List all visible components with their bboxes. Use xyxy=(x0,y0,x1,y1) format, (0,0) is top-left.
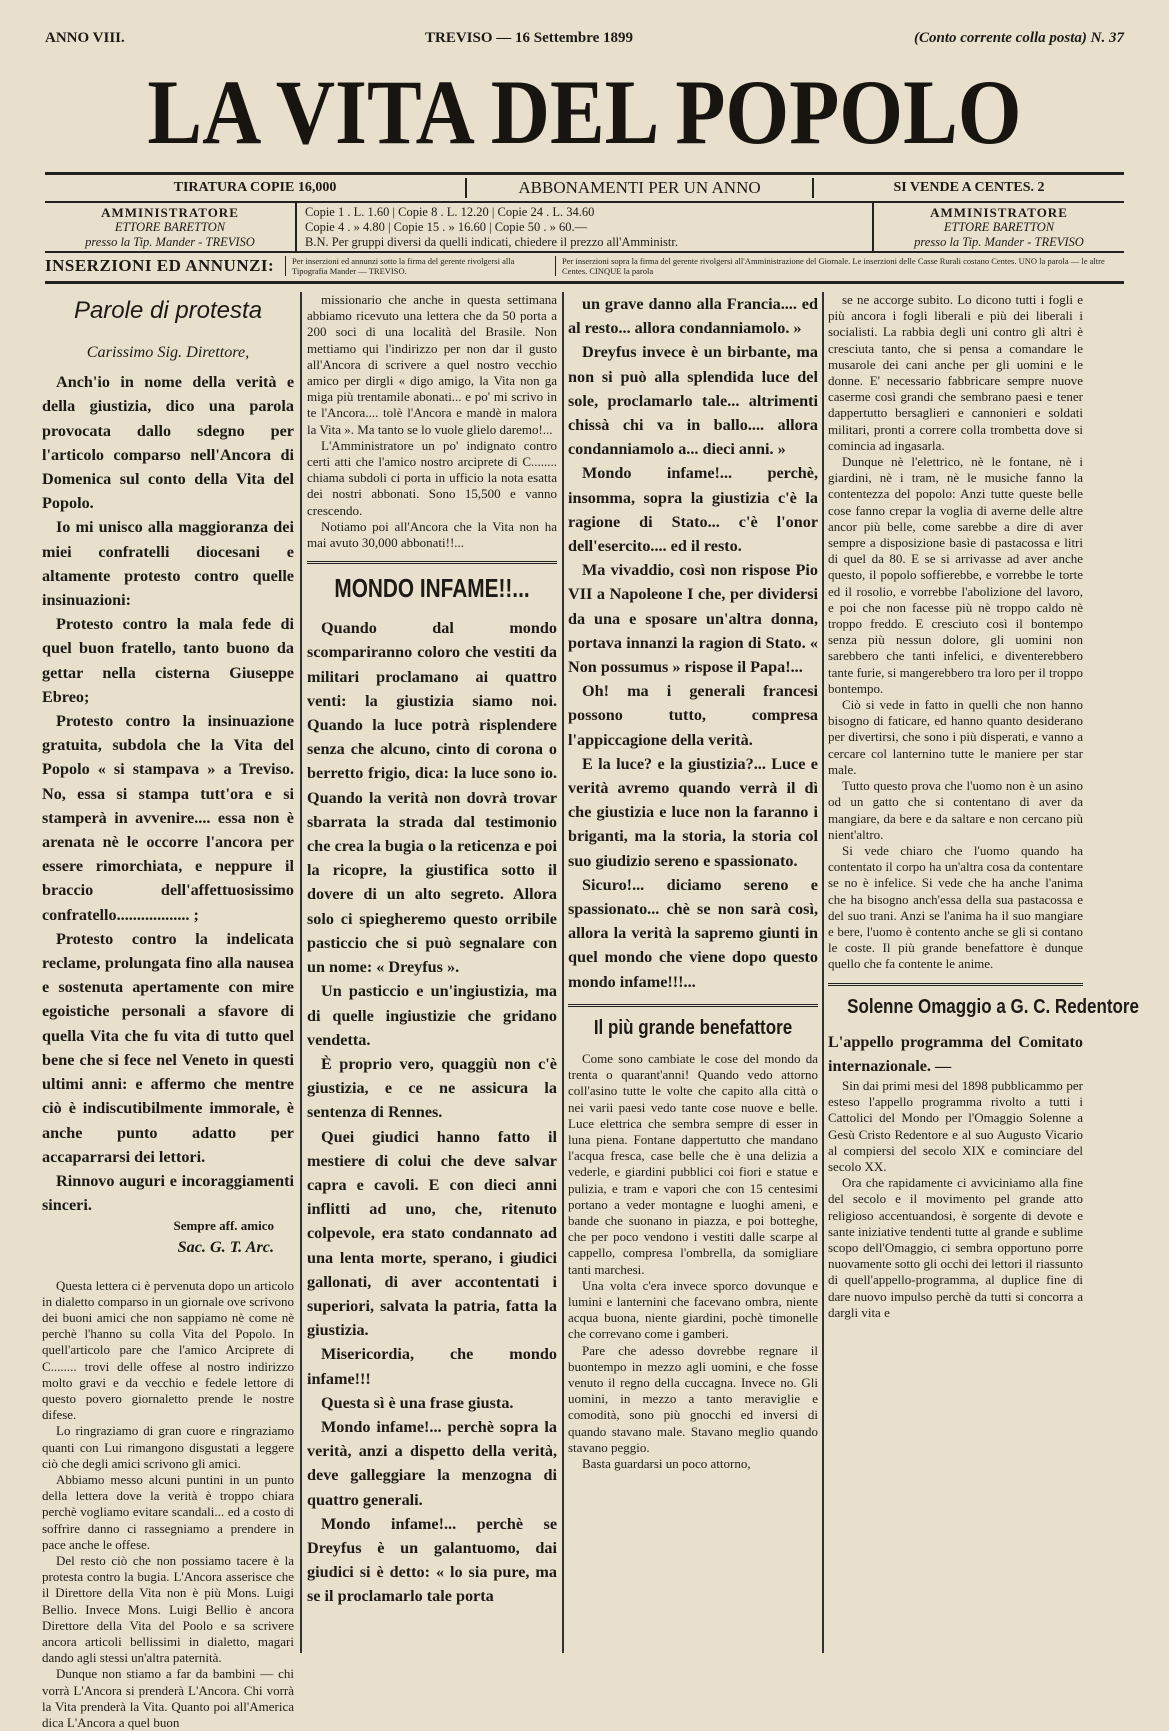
paragraph: Come sono cambiate le cose del mondo da trenta o quarant'anni! Quando vedo attorno coll'asino tutte le volte che capito alla città o nei varii paesi vedo tante cose nuove e belle. Luce elettrica che sembra sempre di esser in luna piena. Fontane dappertutto che mandano l'acqua fresca, case belle che è una delizia a vederle, e giardini pubblici coi fiori e statue e pulizia, e tram e vapori che con 15 centesimi portano a veder montagne e luoghi ameni, e bande che suonano in piazza, e poi botteghe, che per poco vendono i vestiti dalle scarpe al cappello, compresa l'ombrella, da somigliare tanti marchesi. xyxy=(568,1050,818,1277)
column-divider xyxy=(300,292,302,1653)
price-line: Copie 1 . L. 1.60 | Copie 8 . L. 12.20 | Copie 24 . L. 34.60 xyxy=(305,205,595,219)
admin-address: presso la Tip. Mander - TREVISO xyxy=(914,235,1084,249)
paragraph: Mondo infame!... perchè se Dreyfus è un galantuomo, dai giudici si è detto: « lo sia pure, ma se il proclamarlo tale porta xyxy=(307,1514,557,1606)
paragraph: Questa lettera ci è pervenuta dopo un articolo in dialetto comparso in un giornale ove scrivono dei buoni amici che non sappiamo nè come nè perchè l'hanno su colla Vita del Popolo. In quell'articolo pare che l'amico Arciprete di C........ trovi delle offese al nostro indirizzo molto gravi e da vecchio e fedele lettore di questo povero giornaletto prende le nostre difese. xyxy=(42,1277,294,1423)
column-2 xyxy=(307,292,557,1653)
info-box xyxy=(45,172,1124,284)
admin-name: ETTORE BARETTON xyxy=(114,220,226,234)
paragraph: Quando dal mondo scompariranno coloro che vestiti da militari proclamano ai quattro venti: la giustizia siamo noi. Quando la luce potrà risplendere senza che alcuno, cinto di corona o berretto frigio, dica: la luce sono io. Quando la verità non dovrà trovar sbarrata la strada dal testimonio che crea la bugia o la reticenza e poi la ricopre, la giustifica sotto il dovere di un alto segreto. Allora solo ci spiegheremo questo orribile pasticcio che si può segnalare con un nome: « Dreyfus ». xyxy=(307,619,557,977)
paragraph: Basta guardarsi un poco attorno, xyxy=(582,1455,751,1471)
issue-year: ANNO VIII. xyxy=(45,30,125,46)
price-line: Copie 4 . » 4.80 | Copie 15 . » 16.60 | Copie 50 . » 60.— xyxy=(305,220,588,234)
section-rule xyxy=(568,1004,818,1007)
paragraph: Mondo infame!... perchè, insomma, sopra la giustizia c'è la ragione di Stato... c'è l'onor dell'esercito.... ed il resto. xyxy=(568,464,818,556)
paragraph: Ora che rapidamente ci avviciniamo alla fine del secolo e il movimento pel grande atto religioso accentuandosi, è sorgente di devote e sante iniziative tendenti tutte al grande e sublime scopo dell'Omaggio, ci sembra opportuno porre nuovamente sotto gli occhi dei lettori il riassunto di quell'appello-programma, al duplice fine di dare nuovo impulso perchè da tutti si concorra a dargli vita e xyxy=(828,1175,1083,1320)
price: SI VENDE A CENTES. 2 xyxy=(893,180,1045,195)
paragraph: Abbiamo messo alcuni puntini in un punto della lettera dove la verità è troppo chiara perchè vogliamo evitare scandali... ed a costo di soffrire danno ci rassegniamo a prendere in pace anche le offese. xyxy=(42,1471,294,1552)
paragraph: Del resto ciò che non possiamo tacere è la protesta contro la bugia. L'Ancora asserisce che il Direttore della Vita non è più Mons. Luigi Bellio. Invece Mons. Luigi Bellio è ancora Direttore della Vita del Poolo e sa scrivere ancora articoli bellissimi in dialetto, magari dando agli stessi un'altra paternità. xyxy=(42,1552,294,1666)
paragraph: E la luce? e la giustizia?... Luce e verità avremo quando verrà il dì che giustizia e luce non la faranno i briganti, ma la storia, la storia col suo giudizio sereno e spassionato. xyxy=(568,754,818,870)
paragraph: Lo ringraziamo di gran cuore e ringraziamo quanti con Lui rimangono disgustati a leggere ciò che degli amici scrivono gli amici. xyxy=(42,1423,294,1471)
salutation: Carissimo Sig. Direttore, xyxy=(86,343,250,361)
paragraph: Protesto contro la indelicata reclame, prolungata fino alla nausea e sostenuta apertamente con mire egoistiche personali a sfavore di quella Vita che fu vita di tutto quel bene che si fece nel Veneto in questi ultimi anni: e affermo che mentre ciò è indiscutibilmente immorale, è anche punto adatto per accaparrarsi dei lettori. xyxy=(42,929,294,1166)
paragraph: Sicuro!... diciamo sereno e spassionato... chè se non sarà così, allora la verità la sapremo giunti in quel mondo che viene dopo questo mondo infame!!!... xyxy=(568,875,818,991)
print-run: TIRATURA COPIE 16,000 xyxy=(173,180,337,195)
admin-left xyxy=(45,203,295,251)
price-table xyxy=(295,203,874,251)
paragraph: Dunque nè l'elettrico, nè le fontane, nè i giardini, nè i tram, nè le musiche fanno la contentezza del popolo: Anzi tutte queste belle cose fanno crepar la voglia di averne delle altre ancor più belle, come sarebbe a dire di aver sempre a disposizione basìe di pastacossa e litri di quel da 80. E se si arrivasse ad aver anche questo, il popolo soffierebbe, e vorrebbe le torte ed il rosolio, e vorrebbe l'abolizione del lavoro, e poi che non facesse più nè troppo caldo nè troppo freddo. E cresciuto così il bontempo senza più nessun dolore, gli uomini non sarebbero che tanti infelici, e diventerebbero tante furie, si mangerebbero tra loro per il troppo bontempo. xyxy=(828,454,1083,696)
paragraph: Misericordia, che mondo infame!!! xyxy=(307,1345,557,1388)
paragraph: Si vede chiaro che l'uomo quando ha contentato il corpo ha un'altra cosa da contentare se no è infelice. Si vede che ha anche l'anima che ha bisogno anch'essa della sua pastacossa e del suo trani. Anzi se l'anima ha il suo mangiare e bere, l'uomo è contento anche se gli si contano le coste. Il più grande benefattore è dunque quello che fa contente le anime. xyxy=(828,842,1083,972)
article-title: Parole di protesta xyxy=(73,297,263,324)
admin-right xyxy=(874,203,1124,251)
paragraph: un grave danno alla Francia.... ed al resto... allora condanniamolo. » xyxy=(568,295,818,338)
paragraph: Oh! ma i generali francesi possono tutto, compresa l'appiccagione della verità. xyxy=(568,682,818,749)
paragraph: Ciò si vede in fatto in quelli che non hanno bisogno di faticare, ed hanno quanto desiderano per divertirsi, che sono i più disperati, e vanno a cercare col lanternino tutte le maniere per star male. xyxy=(828,697,1083,777)
paragraph: Io mi unisco alla maggioranza dei miei confratelli diocesani e altamente protesto contro quelle insinuazioni: xyxy=(42,518,294,610)
masthead: LA VITA DEL POPOLO xyxy=(147,61,1022,164)
paragraph: Quei giudici hanno fatto il mestiere di colui che deve salvar capra e cavoli. E con dieci anni inflitti ad uno, che, ritenuto colpevole, era stato condannato ad una lenta morte, sperano, i giudici gallonati, di aver accontentati i superiori, salvata la patria, fatta la giustizia. xyxy=(307,1127,557,1340)
article-title: MONDO INFAME!!... xyxy=(334,573,530,604)
subheading: L'appello programma del Comitato internazionale. — xyxy=(828,1032,1083,1075)
dateline: TREVISO — 16 Settembre 1899 xyxy=(425,30,634,46)
paragraph: Dunque non stiamo a far da bambini — chi vorrà L'Ancora si prenderà L'Ancora. Chi vorrà la Vita prenderà la Vita. Quanto poi all'America dica L'Ancora a quel buon xyxy=(42,1666,294,1730)
column-4 xyxy=(828,292,1140,1653)
column-divider xyxy=(822,292,824,1653)
top-line xyxy=(45,30,1124,50)
admin-title: AMMINISTRATORE xyxy=(930,205,1068,220)
paragraph: Protesto contro la mala fede di quel buon fratello, tanto buono da gettar nella cisterna Giuseppe Ebreo; xyxy=(42,615,294,706)
subscriptions-title: ABBONAMENTI PER UN ANNO xyxy=(465,178,814,198)
admin-address: presso la Tip. Mander - TREVISO xyxy=(85,235,255,249)
paragraph: Ma vivaddio, così non rispose Pio VII a Napoleone I che, per dividersi da una e sposare un'altra donna, portava innanzi la ragion di Stato. « Non possumus » rispose il Papa!... xyxy=(568,561,818,677)
issue-number: (Conto corrente colla posta) N. 37 xyxy=(914,30,1124,46)
admin-name: ETTORE BARETTON xyxy=(943,220,1055,234)
column-divider xyxy=(562,292,564,1653)
section-rule xyxy=(828,983,1083,986)
paragraph: È proprio vero, quaggiù non c'è giustizia, e ce ne assicura la sentenza di Rennes. xyxy=(307,1054,557,1122)
paragraph: Rinnovo auguri e incoraggiamenti sinceri. xyxy=(42,1171,294,1215)
paragraph: Protesto contro la insinuazione gratuita, subdola che la Vita del Popolo « si stampava » a Treviso. No, essa si stampa tutt'ora e si stamperà in avvenire.... essa non è arenata nè le occorre l'ancora per essere rimorchiata, e neppure il braccio dell'affettuosissimo confratello.................. ; xyxy=(42,712,294,924)
paragraph: L'Amministratore un po' indignato contro certi atti che l'amico nostro arciprete di C........ chiama subdoli ci porta in ufficio la nota esatta dei nostri abbonati. Sono 15,500 e vanno crescendo. xyxy=(307,437,557,518)
paragraph: Una volta c'era invece sporco dovunque e lumini e lanternini che facevano ombra, niente acqua buona, niente giardini, pochè timonelle che correvano come i gamberi. xyxy=(568,1277,818,1342)
paragraph: Anch'io in nome della verità e della giustizia, dico una parola provocata dallo sdegno per l'articolo comparso nell'Ancora di Domenica sul conto della Vita del Popolo. xyxy=(42,373,294,513)
paragraph: Sin dai primi mesi del 1898 pubblicammo per esteso l'appello programma rivolto a tutti i Cattolici del Mondo per l'Omaggio Solenne a Gesù Cristo Redentore e al suo Augusto Vicario al compiersi del secolo XIX e cominciare del secolo XX. xyxy=(828,1077,1083,1174)
paragraph: Questa sì è una frase giusta. xyxy=(321,1393,514,1412)
paragraph: Pare che adesso dovrebbe regnare il buontempo in mezzo agli uomini, e che fosse venuto il regno della cuccagna. Invece no. Gli uomini, in mezzo a tanto meraviglie e comodità, sono più gnocchi ed inversi di quando stavano male. Stavano meglio quando stavano peggio. xyxy=(568,1342,818,1455)
column-3 xyxy=(568,292,818,1653)
price-note: B.N. Per gruppi diversi da quelli indicati, chiedere il prezzo all'Amministr. xyxy=(305,235,678,249)
signature: Sempre aff. amico xyxy=(173,1218,274,1234)
signature-name: Sac. G. T. Arc. xyxy=(177,1238,274,1257)
paragraph: Un pasticcio e un'ingiustizia, ma di quelle ingiustizie che gridano vendetta. xyxy=(307,982,557,1049)
paragraph: Tutto questo prova che l'uomo non è un asino od un gatto che si contentano di aver da mangiare, da bere e da saltare e non cercano più nient'altro. xyxy=(828,778,1083,842)
paragraph: Mondo infame!... perchè sopra la verità, anzi a dispetto della verità, deve galleggiare la menzogna di quattro generali. xyxy=(307,1417,557,1509)
section-rule xyxy=(307,561,557,564)
column-1 xyxy=(42,292,294,1730)
ads-note: Per inserzioni ed annunzi sotto la firma del gerente rivolgersi alla Tipografia Mander — TREVISO. xyxy=(285,256,555,276)
ads-label: INSERZIONI ED ANNUNZI: xyxy=(45,256,275,275)
article-title: Solenne Omaggio a G. C. Redentore xyxy=(847,995,1140,1018)
paragraph: Notiamo poi all'Ancora che la Vita non ha mai avuto 30,000 abbonati!!... xyxy=(307,518,557,551)
admin-title: AMMINISTRATORE xyxy=(101,205,239,220)
paragraph: Dreyfus invece è un birbante, ma non si può alla splendida luce del sole, proclamarlo tale... altrimenti chissà chi va in ballo.... allora condanniamolo a... dieci anni. » xyxy=(568,343,818,459)
ads-note: Per inserzioni sopra la firma del gerente rivolgersi all'Amministrazione del Giornale. Le inserzioni delle Casse Rurali costano Centes. UNO la parola — le altre Centes. CINQUE la parola xyxy=(555,256,1124,276)
paragraph: missionario che anche in questa settimana abbiamo ricevuto una lettera che da 50 porta a 200 soci di una località del Brasile. Non mettiamo qui l'indirizzo per non dar il gusto all'Ancora di scrivere a quel nostro vecchio amico per dirgli « digo amigo, la Vita non ga miga più trentamile abonati... e po' mi scrivo in te l'Ancora.... tolè l'Ancora e mandè in malora la Vita ». Ma tanto se lo vuole glielo daremo!... xyxy=(307,292,557,437)
paragraph: se ne accorge subito. Lo dicono tutti i fogli e più ancora i fogli liberali e più dei liberali i socialisti. La rabbia degli uni contro gli altri è cresciuta tanto, che si pensa a comandare le musarole dei cani anche per gli uomini e le donne. E' necessario fabbricare sempre nuove caserme così grandi che sembrano paesi e tener dappertutto bersaglieri e cannonieri e soldati militari, pronti a correre colla trombetta dove si comincia ad ingasarla. xyxy=(828,292,1083,453)
article-title: Il più grande benefattore xyxy=(593,1016,793,1039)
